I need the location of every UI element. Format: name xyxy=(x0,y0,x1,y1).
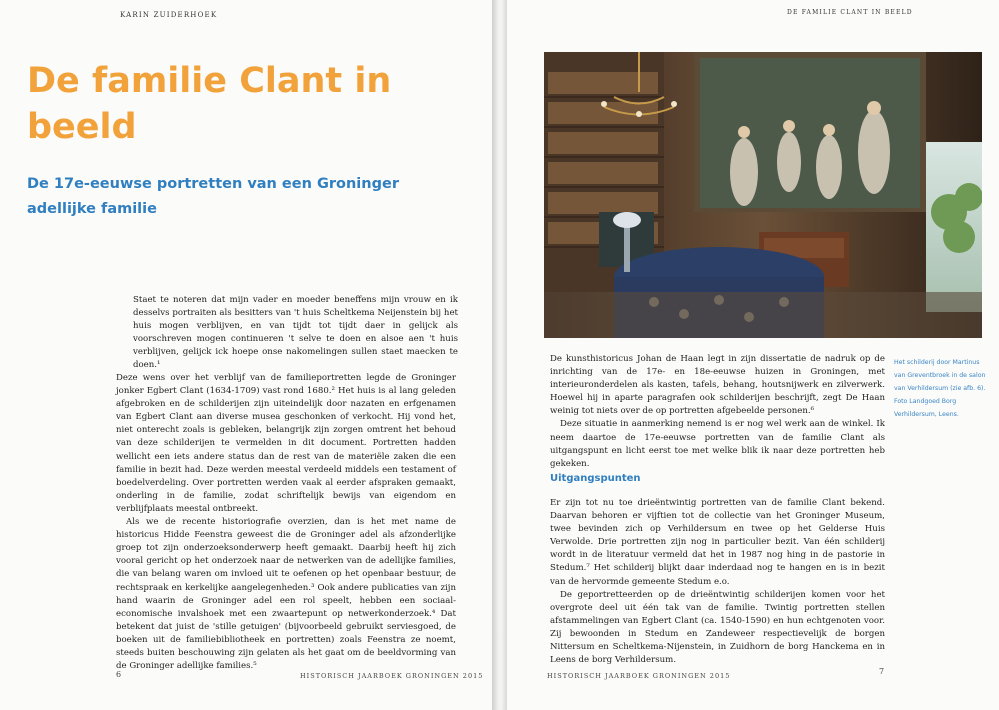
article-title: De familie Clant in beeld xyxy=(27,61,392,147)
opening-quote: Staet te noteren dat mijn vader en moeder beneffens mijn vrouw en ik desselvs portraiten als besitters van 't huis Scheltkema Neijenstein bij het huis mogen verblijven, en van tijdt tot tijdt daer in gelijck als voorschreven mogen continueren 't selve te doen en alsoe aen 't huis verblijven, gelijck ick hoepe onse nakomelingen sullen staet maecken te doen.¹ xyxy=(133,295,458,371)
running-head: DE FAMILIE CLANT IN BEELD xyxy=(787,9,913,16)
footer: HISTORISCH JAARBOEK GRONINGEN 2015 xyxy=(300,672,484,680)
paragraph: Deze situatie in aanmerking nemend is er nog wel werk aan de winkel. Ik neem daartoe de 17e-eeuwse portretten van de familie Clant als uitgangspunt en licht eerst toe met welke blik ik naar deze portretten heb gekeken. xyxy=(550,419,885,469)
page-number: 6 xyxy=(116,670,122,679)
right-intro-text xyxy=(550,353,885,471)
section-heading: Uitgangspunten xyxy=(550,473,641,484)
right-page xyxy=(507,0,999,710)
paragraph: Deze wens over het verblijf van de familieportretten legde de Groninger jonker Egbert Clant (1634-1709) vast rond 1680.² Het huis is al lang geleden afgebroken en de schilderijen zijn uiteindelijk door nazaten en erfgenamen van Egbert Clant aan diverse musea geschonken of verkocht. Hij vond het, niet onterecht zoals is gebleken, belangrijk zijn zorgen omtrent het behoud van deze schilderijen te vermelden in dit document. Portretten hadden wellicht een iets andere status dan de rest van de materiële zaken die een familie in bezit had. Deze werden meestal verdeeld middels een testament of boedelverdeling. Over portretten werden vaak al eerder afspraken gemaakt, onderling in de familie, zodat schriftelijk bewijs van eigendom en verblijfplaats meestal ontbreekt. xyxy=(116,373,456,514)
page-number: 7 xyxy=(879,667,885,676)
paragraph: De geportretteerden op de drieëntwintig schilderijen komen voor het overgrote deel uit één tak van de familie. Twintig portretten stellen afstammelingen van Egbert Clant (ca. 1540-1590) en hun echtgenoten voor. Zij bewoonden in Stedum en Zandeweer respectievelijk de borgen Nittersum en Scheltkema-Nijenstein, in Zuidhorn de borg Hanckema en in Leens de borg Verhildersum. xyxy=(550,589,885,666)
paragraph: Als we de recente historiografie overzien, dan is het met name de historicus Hidde Feenstra geweest die de Groninger adel als afzonderlijke groep tot zijn onderzoeksonderwerp heeft gemaakt. Daarbij heeft hij zich vooral gericht op het onderzoek naar de netwerken van de adellijke families, die van belang waren om invloed uit te oefenen op het openbaar bestuur, de rechtspraak en kerkelijke aangelegenheden.³ Ook andere publicaties van zijn hand waarin de Groninger adel een rol speelt, hebben een sociaal-economische invalshoek met een zwaartepunt op netwerkonderzoek.⁴ Dat betekent dat juist de 'stille getuigen' (bijvoorbeeld gebruikt serviesgoed, de boeken uit de familiebibliotheek en portretten) zoals Feenstra ze noemt, steeds buiten beschouwing zijn gelaten als het gaat om de beeldvorming van de Groninger adellijke families.⁵ xyxy=(116,517,456,672)
left-page xyxy=(0,0,492,710)
paragraph: Er zijn tot nu toe drieëntwintig portretten van de familie Clant bekend. Daarvan behoren er vijftien tot de collectie van het Groninger Museum, twee bevinden zich op Verhildersum en twee op het Gelderse Huis Verwolde. Drie portretten zijn nog in particulier bezit. Van één schilderij wordt in de literatuur vermeld dat het in 1987 nog hing in de pastorie in Stedum.⁷ Het schilderij blijkt daar inderdaad nog te hangen en is in bezit van de hervormde gemeente Stedum e.o. xyxy=(550,498,885,587)
running-head: KARIN ZUIDERHOEK xyxy=(120,11,218,19)
book-gutter xyxy=(492,0,507,710)
article-subtitle: De 17e-eeuwse portretten van een Groninger adellijke familie xyxy=(27,176,399,217)
photo-caption: Het schilderij door Martinus van Greventbroek in de salon van Verhildersum (zie afb. 6). Foto Landgoed Borg Verhildersum, Leens. xyxy=(894,359,986,418)
left-body-text xyxy=(116,372,456,673)
interior-photo xyxy=(544,52,982,338)
right-section-text xyxy=(550,497,885,667)
paragraph: De kunsthistoricus Johan de Haan legt in zijn dissertatie de nadruk op de inrichting van de 17e- en 18e-eeuwse huizen in Groningen, met interieuronderdelen als kasten, tafels, behang, houtsnijwerk en zilverwerk. Hoewel hij in aparte paragrafen ook schilderijen beschrijft, zegt De Haan weinig tot niets over de op portretten afgebeelde personen.⁶ xyxy=(550,354,885,417)
footer: HISTORISCH JAARBOEK GRONINGEN 2015 xyxy=(547,672,731,680)
